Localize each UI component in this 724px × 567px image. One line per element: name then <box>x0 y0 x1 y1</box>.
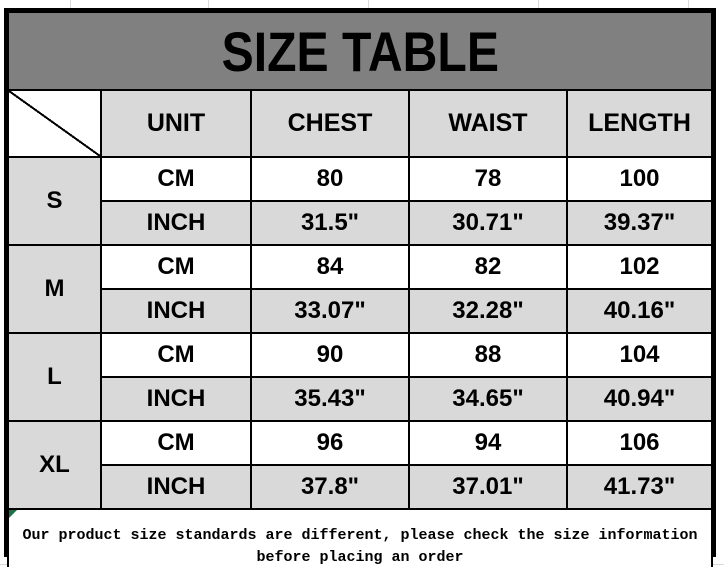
size-table-title: SIZE TABLE <box>221 19 499 83</box>
value-cell: 80 <box>251 157 409 201</box>
footer-note-line2: before placing an order <box>256 549 464 566</box>
spreadsheet-gridline <box>688 0 689 8</box>
value-cell: 96 <box>251 421 409 465</box>
table-row <box>8 201 712 245</box>
unit-cell: INCH <box>101 201 251 245</box>
value-cell: 35.43" <box>251 377 409 421</box>
unit-cell: CM <box>101 157 251 201</box>
value-cell: 37.8" <box>251 465 409 509</box>
spreadsheet-gridline <box>70 0 71 8</box>
value-cell: 40.94" <box>567 377 712 421</box>
size-label-xl: XL <box>8 421 101 509</box>
unit-cell: CM <box>101 245 251 289</box>
table-row <box>8 421 712 465</box>
value-cell: 88 <box>409 333 567 377</box>
size-table-grid <box>7 11 713 567</box>
spreadsheet-gridline <box>208 0 209 8</box>
spreadsheet-gridline <box>368 0 369 8</box>
diagonal-corner-cell <box>8 90 101 157</box>
footer-note-cell <box>8 509 712 567</box>
value-cell: 32.28" <box>409 289 567 333</box>
value-cell: 94 <box>409 421 567 465</box>
table-row <box>8 465 712 509</box>
value-cell: 102 <box>567 245 712 289</box>
value-cell: 84 <box>251 245 409 289</box>
size-table <box>4 8 716 566</box>
size-label-l: L <box>8 333 101 421</box>
table-row <box>8 245 712 289</box>
unit-cell: CM <box>101 333 251 377</box>
unit-cell: INCH <box>101 289 251 333</box>
value-cell: 40.16" <box>567 289 712 333</box>
table-row <box>8 377 712 421</box>
table-row <box>8 289 712 333</box>
value-cell: 34.65" <box>409 377 567 421</box>
value-cell: 41.73" <box>567 465 712 509</box>
spreadsheet-gridline <box>538 0 539 8</box>
value-cell: 30.71" <box>409 201 567 245</box>
column-header-unit: UNIT <box>101 90 251 157</box>
size-table-title-cell <box>8 12 712 90</box>
comment-marker-triangle-icon <box>9 510 17 518</box>
table-row <box>8 509 712 567</box>
unit-cell: INCH <box>101 377 251 421</box>
value-cell: 39.37" <box>567 201 712 245</box>
footer-note-line1: Our product size standards are different, please check the size information <box>22 527 698 544</box>
table-row <box>8 333 712 377</box>
value-cell: 31.5" <box>251 201 409 245</box>
value-cell: 90 <box>251 333 409 377</box>
column-header-chest: CHEST <box>251 90 409 157</box>
value-cell: 106 <box>567 421 712 465</box>
unit-cell: CM <box>101 421 251 465</box>
unit-cell: INCH <box>101 465 251 509</box>
value-cell: 82 <box>409 245 567 289</box>
value-cell: 78 <box>409 157 567 201</box>
footer-note <box>9 517 711 567</box>
size-label-s: S <box>8 157 101 245</box>
value-cell: 100 <box>567 157 712 201</box>
size-label-m: M <box>8 245 101 333</box>
value-cell: 104 <box>567 333 712 377</box>
column-header-waist: WAIST <box>409 90 567 157</box>
table-row <box>8 90 712 157</box>
column-header-length: LENGTH <box>567 90 712 157</box>
table-row <box>8 157 712 201</box>
value-cell: 37.01" <box>409 465 567 509</box>
table-row <box>8 12 712 90</box>
value-cell: 33.07" <box>251 289 409 333</box>
